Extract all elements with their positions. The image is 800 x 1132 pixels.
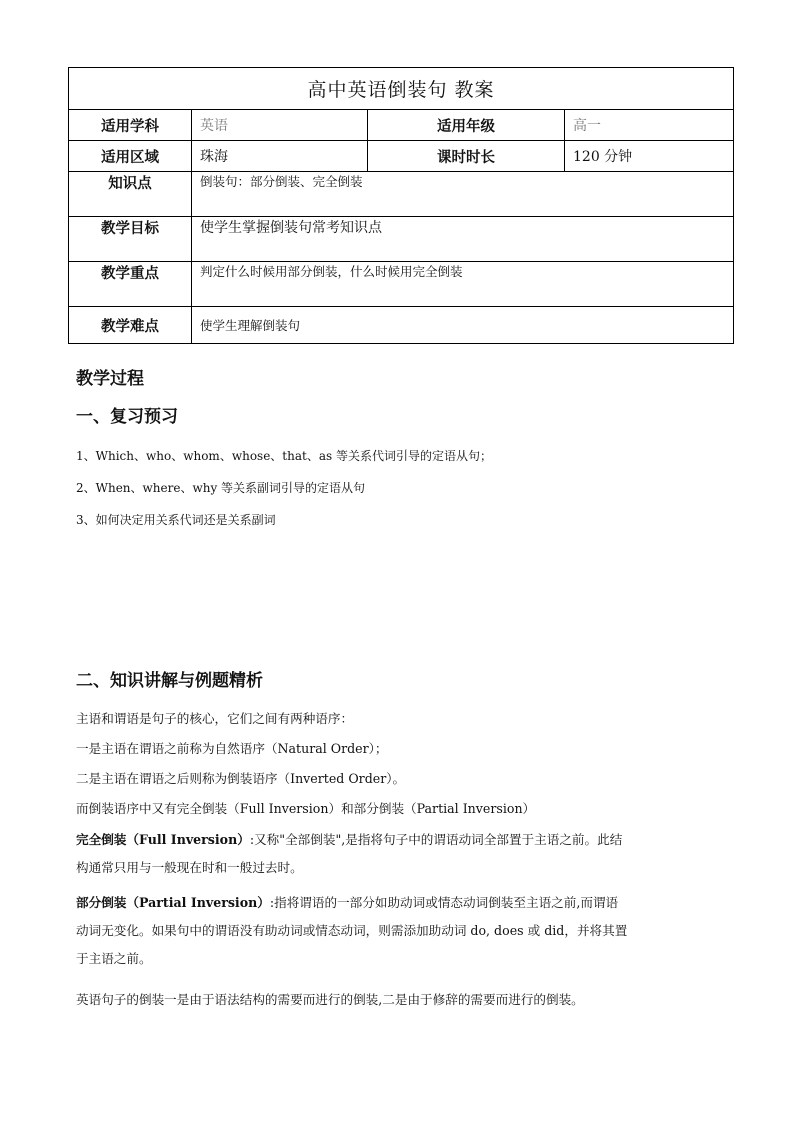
subject-label: 适用学科 (69, 110, 192, 141)
knowledge-row (69, 172, 734, 217)
grade-label: 适用年级 (368, 110, 565, 141)
region-value: 珠海 (192, 141, 368, 172)
duration-label: 课时时长 (368, 141, 565, 172)
focus-row (69, 262, 734, 307)
section2-heading: 二、知识讲解与例题精析 (76, 671, 263, 691)
full-inversion-paragraph (76, 826, 736, 882)
grade-value: 高一 (565, 110, 734, 141)
subject-value: 英语 (192, 110, 368, 141)
partial-inversion-desc-2: 动词无变化。如果句中的谓语没有助动词或情态动词，则需添加助动词 do, does 或 did，并将其置 (76, 923, 628, 938)
lesson-info-table (68, 67, 734, 344)
difficulty-label: 教学难点 (69, 307, 192, 344)
review-item-3: 3、如何决定用关系代词还是关系副词 (76, 513, 276, 527)
difficulty-value: 使学生理解倒装句 (192, 307, 734, 344)
full-inversion-desc-2: 构通常只用与一般现在时和一般过去时。 (76, 860, 303, 875)
goal-label: 教学目标 (69, 217, 192, 262)
focus-label: 教学重点 (69, 262, 192, 307)
inverted-order-line: 二是主语在谓语之后则称为倒装语序（Inverted Order）。 (76, 771, 406, 786)
section1-heading: 一、复习预习 (76, 407, 178, 427)
inversion-types-line: 而倒装语序中又有完全倒装（Full Inversion）和部分倒装（Partial Inversion） (76, 801, 536, 816)
goal-value: 使学生掌握倒装句常考知识点 (192, 217, 734, 262)
title-row (69, 68, 734, 110)
knowledge-label: 知识点 (69, 172, 192, 217)
natural-order-line: 一是主语在谓语之前称为自然语序（Natural Order）； (76, 741, 388, 756)
review-item-2: 2、When、where、why 等关系副词引导的定语从句 (76, 481, 366, 495)
process-heading: 教学过程 (76, 369, 144, 389)
partial-inversion-term: 部分倒装（Partial Inversion） (76, 895, 270, 910)
review-item-1: 1、Which、who、whom、whose、that、as 等关系代词引导的定语从句； (76, 449, 492, 463)
focus-value: 判定什么时候用部分倒装，什么时候用完全倒装 (192, 262, 734, 307)
difficulty-row (69, 307, 734, 344)
partial-inversion-desc-3: 于主语之前。 (76, 951, 152, 966)
partial-inversion-paragraph (76, 889, 736, 973)
knowledge-value: 倒装句：部分倒装、完全倒装 (192, 172, 734, 217)
partial-inversion-desc-1: :指将谓语的一部分如助动词或情态动词倒装至主语之前,而谓语 (269, 895, 619, 910)
subject-grade-row (69, 110, 734, 141)
region-duration-row (69, 141, 734, 172)
duration-value: 120 分钟 (565, 141, 734, 172)
intro-paragraph: 主语和谓语是句子的核心，它们之间有两种语序： (76, 711, 354, 726)
full-inversion-desc-1: :又称"全部倒装",是指将句子中的谓语动词全部置于主语之前。此结 (249, 832, 623, 847)
goal-row (69, 217, 734, 262)
document-title: 高中英语倒装句 教案 (69, 68, 734, 110)
closing-paragraph: 英语句子的倒装一是由于语法结构的需要而进行的倒装,二是由于修辞的需要而进行的倒装。 (76, 992, 584, 1007)
region-label: 适用区域 (69, 141, 192, 172)
full-inversion-term: 完全倒装（Full Inversion） (76, 832, 250, 847)
